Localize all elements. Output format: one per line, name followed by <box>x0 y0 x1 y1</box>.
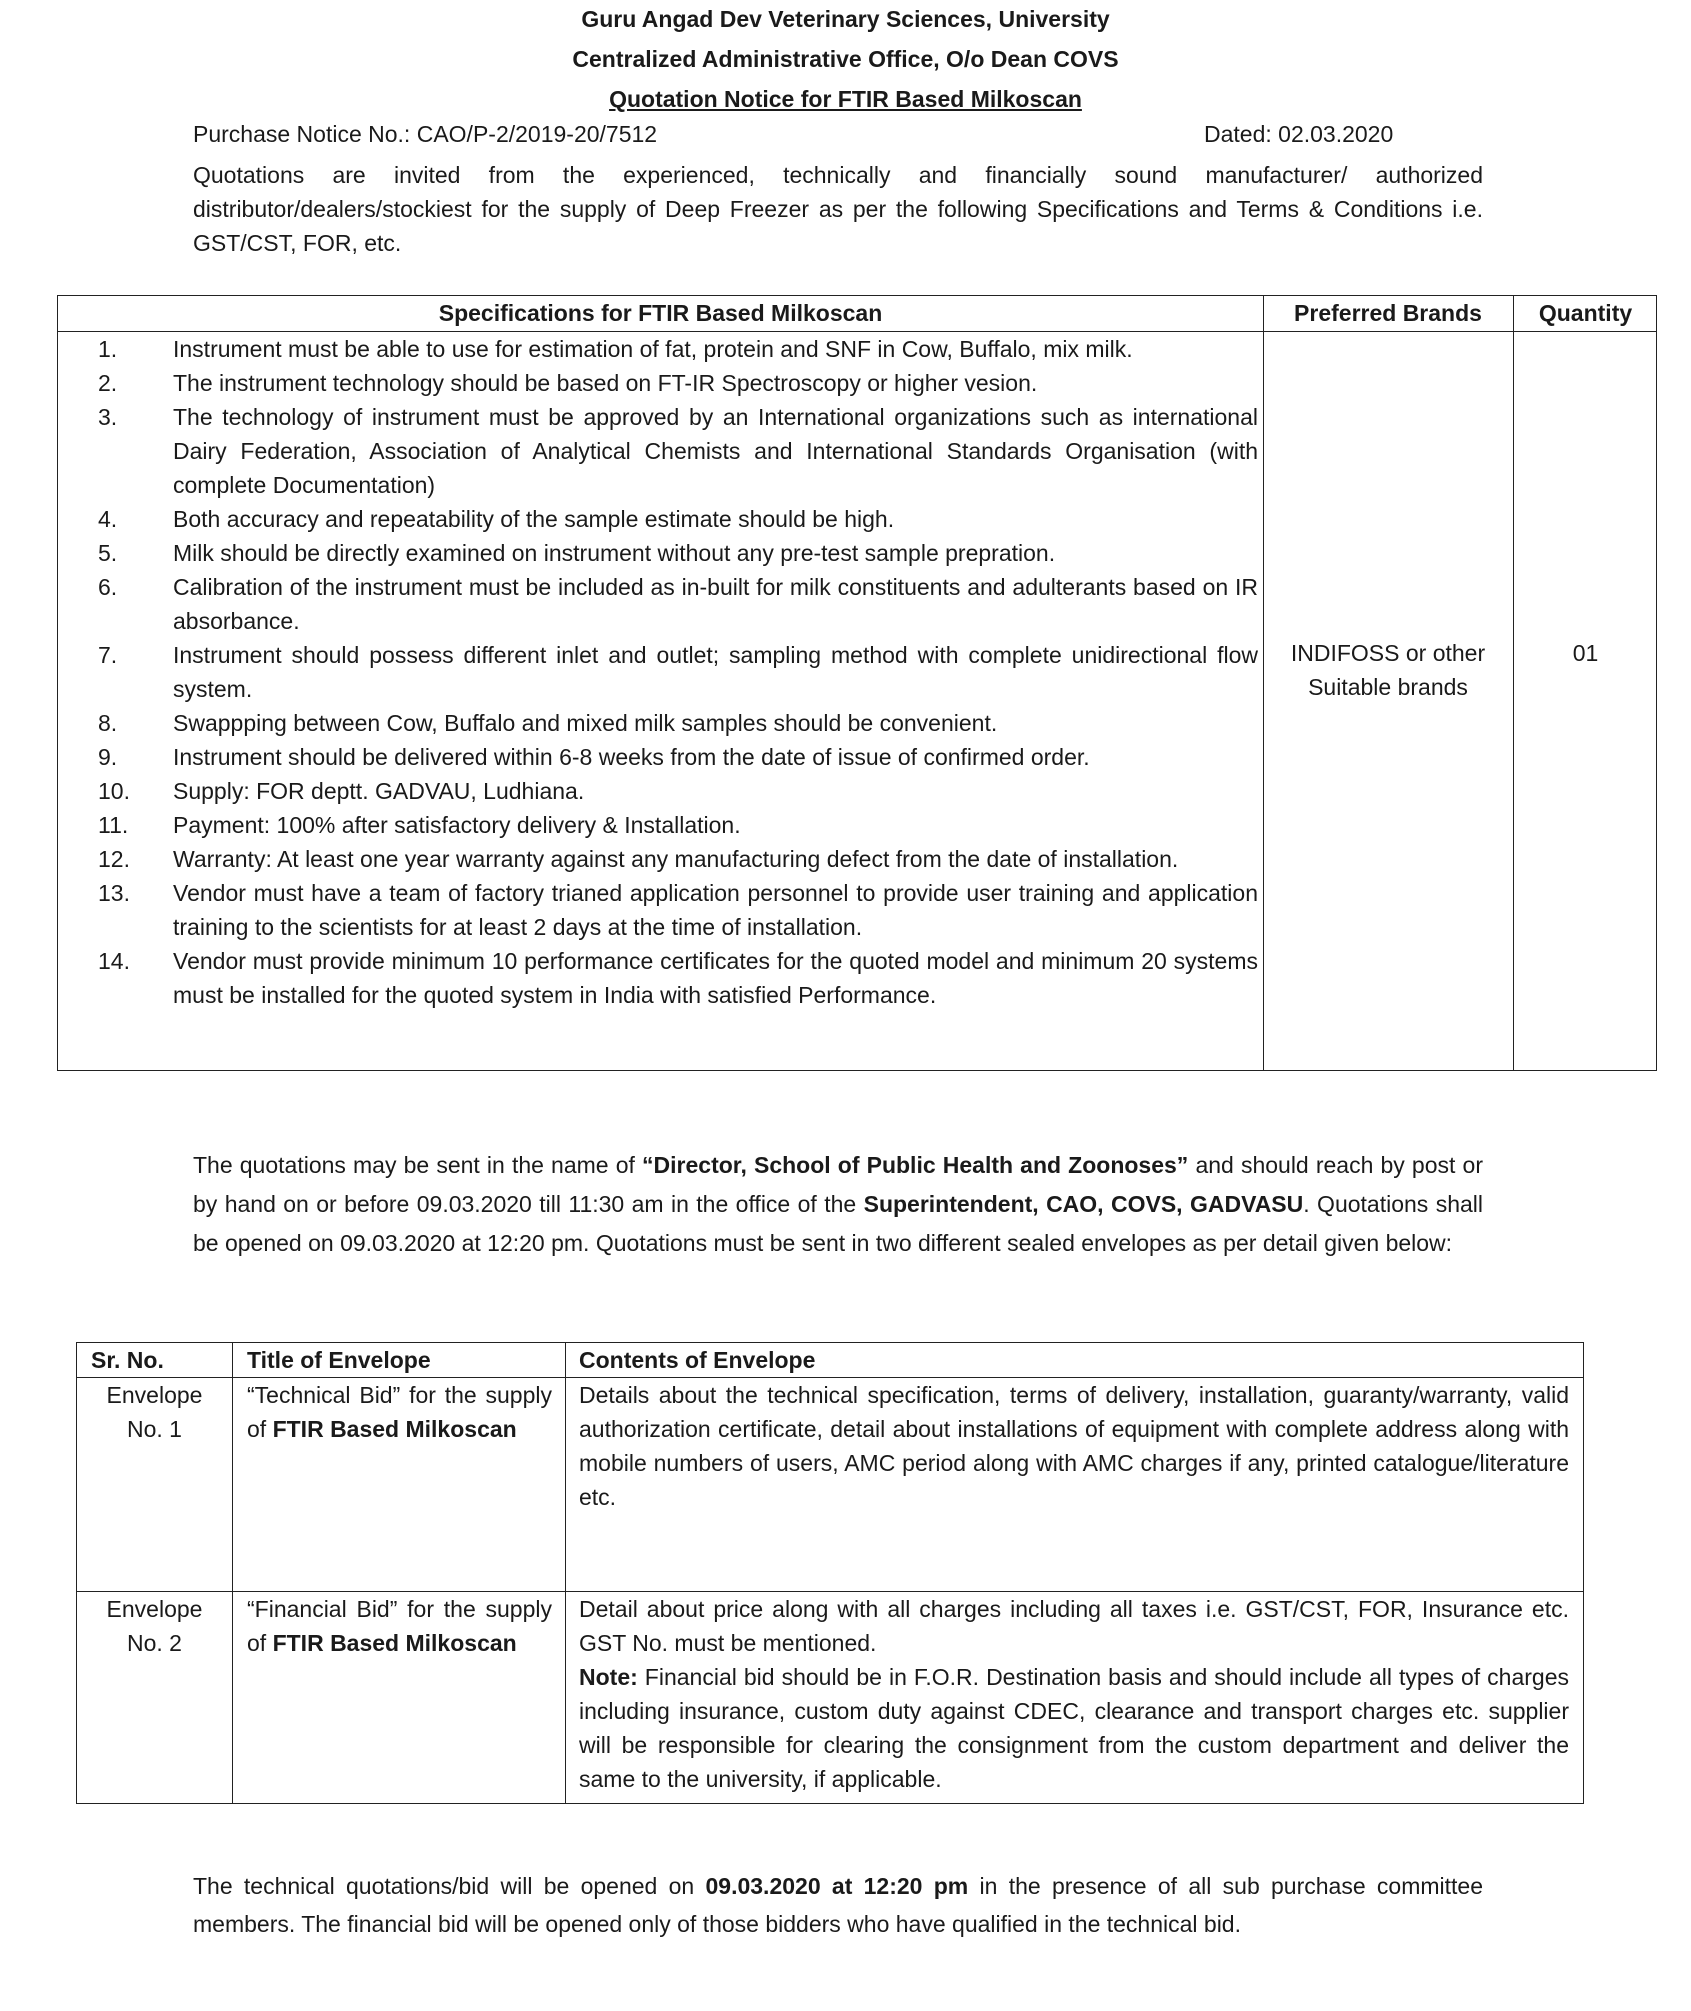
addressee: “Director, School of Public Health and Zoonoses” <box>642 1152 1189 1178</box>
sr-no-column-header: Sr. No. <box>91 1347 164 1373</box>
spec-item <box>58 638 1263 706</box>
spec-item-text: Instrument should possess different inlet and outlet; sampling method with complete unidirectional flow system. <box>173 642 1258 702</box>
closing-text: in the presence of all sub purchase committee members. The financial bid will be opened only of those bidders who have qualified in the technical bid. <box>193 1873 1484 1937</box>
spec-item-number: 5. <box>98 540 118 566</box>
specifications-table <box>57 295 1657 1071</box>
table-divider <box>1513 296 1514 1070</box>
spec-item-text: The technology of instrument must be approved by an International organizations such as international Dairy Federation, Association of Analytical Chemists and International Standards Organisation (with complete Documentation) <box>173 404 1258 498</box>
spec-item-number: 13. <box>98 880 130 906</box>
brand-line: INDIFOSS or other <box>1290 640 1486 666</box>
brand-line: Suitable brands <box>1308 674 1468 700</box>
submission-text: . Quotations shall be opened on 09.03.2020 at 12:20 pm. Quotations must be sent in two different sealed envelopes as per detail given below: <box>193 1191 1484 1256</box>
spec-item <box>58 740 1263 774</box>
notice-date: Dated: 02.03.2020 <box>1204 121 1394 147</box>
envelope-label: Envelope <box>106 1596 203 1622</box>
spec-item <box>58 706 1263 740</box>
contents-column-header: Contents of Envelope <box>579 1347 816 1373</box>
brands-column-header: Preferred Brands <box>1294 300 1482 326</box>
submission-text: and should reach by post or by hand on or before 09.03.2020 till 11:30 am in the office of the <box>193 1152 1483 1217</box>
spec-item-text: Supply: FOR deptt. GADVAU, Ludhiana. <box>173 778 585 804</box>
spec-list <box>58 332 1263 1012</box>
envelope-table <box>76 1342 1584 1804</box>
table-divider <box>565 1343 566 1803</box>
notice-title <box>0 86 1691 113</box>
spec-item <box>58 570 1263 638</box>
envelope-title-item: FTIR Based Milkoscan <box>272 1416 517 1442</box>
envelope-contents-text: Detail about price along with all charges including all taxes i.e. GST/CST, FOR, Insurance etc. GST No. must be mentioned. <box>579 1596 1569 1656</box>
note-text: Financial bid should be in F.O.R. Destination basis and should include all types of charges including insurance, custom duty against CDEC, clearance and transport charges etc. supplier will be responsible for clearing the consignment from the custom department and deliver the same to the university, if applicable. <box>579 1664 1569 1792</box>
opening-datetime: 09.03.2020 at 12:20 pm <box>705 1873 969 1899</box>
spec-item-number: 3. <box>98 404 118 430</box>
note-label: Note: <box>579 1664 638 1690</box>
spec-item-text: Both accuracy and repeatability of the sample estimate should be high. <box>173 506 895 532</box>
spec-item-text: Swappping between Cow, Buffalo and mixed milk samples should be convenient. <box>173 710 998 736</box>
spec-item-text: Instrument must be able to use for estimation of fat, protein and SNF in Cow, Buffalo, mix milk. <box>173 336 1133 362</box>
spec-item-number: 4. <box>98 506 118 532</box>
spec-column-header: Specifications for FTIR Based Milkoscan <box>438 300 883 326</box>
envelope-title <box>247 1592 552 1660</box>
envelope-label: No. 2 <box>127 1630 182 1656</box>
spec-item-text: Payment: 100% after satisfactory delivery & Installation. <box>173 812 741 838</box>
envelope-number <box>77 1592 232 1660</box>
spec-item <box>58 774 1263 808</box>
spec-item-number: 12. <box>98 846 130 872</box>
envelope-title-text: “Financial Bid” for the supply of <box>247 1596 552 1656</box>
purchase-notice-number: Purchase Notice No.: CAO/P-2/2019-20/7512 <box>193 121 658 147</box>
spec-item <box>58 332 1263 366</box>
spec-item-number: 9. <box>98 744 118 770</box>
spec-item <box>58 536 1263 570</box>
quantity-column-header: Quantity <box>1538 300 1633 326</box>
envelope-number <box>77 1378 232 1446</box>
title-column-header: Title of Envelope <box>247 1347 431 1373</box>
quantity-cell: 01 <box>1572 640 1599 666</box>
spec-item <box>58 808 1263 842</box>
spec-item-number: 8. <box>98 710 118 736</box>
spec-item-text: The instrument technology should be based on FT-IR Spectroscopy or higher vesion. <box>173 370 1038 396</box>
spec-item-number: 1. <box>98 336 118 362</box>
spec-item-text: Warranty: At least one year warranty against any manufacturing defect from the date of installation. <box>173 846 1179 872</box>
spec-item-text: Vendor must provide minimum 10 performance certificates for the quoted model and minimum 20 systems must be installed for the quoted system in India with satisfied Performance. <box>173 948 1258 1008</box>
spec-item <box>58 944 1263 1012</box>
envelope-title-text: “Technical Bid” for the supply of <box>247 1382 552 1442</box>
office-name: Centralized Administrative Office, O/o Dean COVS <box>572 46 1119 72</box>
envelope-label: No. 1 <box>127 1416 182 1442</box>
preferred-brands-cell <box>1263 636 1513 704</box>
envelope-title <box>247 1378 552 1446</box>
spec-item-number: 7. <box>98 642 118 668</box>
envelope-note <box>579 1660 1569 1796</box>
intro-paragraph: Quotations are invited from the experienced, technically and financially sound manufacturer/ authorized distributor/dealers/stockiest for the supply of Deep Freezer as per the following Specifications and Terms & Conditions i.e. GST/CST, FOR, etc. <box>193 162 1483 256</box>
envelope-label: Envelope <box>106 1382 203 1408</box>
notice-title-text: Quotation Notice for FTIR Based Milkoscan <box>609 86 1082 112</box>
spec-item-number: 2. <box>98 370 118 396</box>
office-address: Superintendent, CAO, COVS, GADVASU <box>863 1191 1304 1217</box>
closing-text: The technical quotations/bid will be opened on <box>193 1873 706 1899</box>
spec-item-text: Instrument should be delivered within 6-8 weeks from the date of issue of confirmed order. <box>173 744 1090 770</box>
university-name: Guru Angad Dev Veterinary Sciences, University <box>581 6 1110 32</box>
spec-item-number: 6. <box>98 574 118 600</box>
submission-paragraph <box>193 1146 1483 1263</box>
spec-item <box>58 502 1263 536</box>
table-divider <box>232 1343 233 1803</box>
spec-item-number: 11. <box>98 812 129 838</box>
envelope-contents: Details about the technical specification, terms of delivery, installation, guaranty/warranty, valid authorization certificate, detail about installations of equipment with complete address along with mobile numbers of users, AMC period along with AMC charges if any, printed catalogue/literature etc. <box>579 1382 1569 1510</box>
spec-item <box>58 366 1263 400</box>
envelope-title-item: FTIR Based Milkoscan <box>272 1630 517 1656</box>
submission-text: The quotations may be sent in the name of <box>193 1152 643 1178</box>
spec-item <box>58 842 1263 876</box>
spec-item-text: Vendor must have a team of factory trianed application personnel to provide user training and application training to the scientists for at least 2 days at the time of installation. <box>173 880 1258 940</box>
spec-item <box>58 400 1263 502</box>
spec-item-number: 10. <box>98 778 130 804</box>
closing-paragraph <box>193 1867 1483 1943</box>
envelope-contents <box>579 1592 1569 1796</box>
spec-item <box>58 876 1263 944</box>
spec-item-text: Calibration of the instrument must be included as in-built for milk constituents and adulterants based on IR absorbance. <box>173 574 1258 634</box>
spec-item-number: 14. <box>98 948 130 974</box>
spec-item-text: Milk should be directly examined on instrument without any pre-test sample prepration. <box>173 540 1056 566</box>
